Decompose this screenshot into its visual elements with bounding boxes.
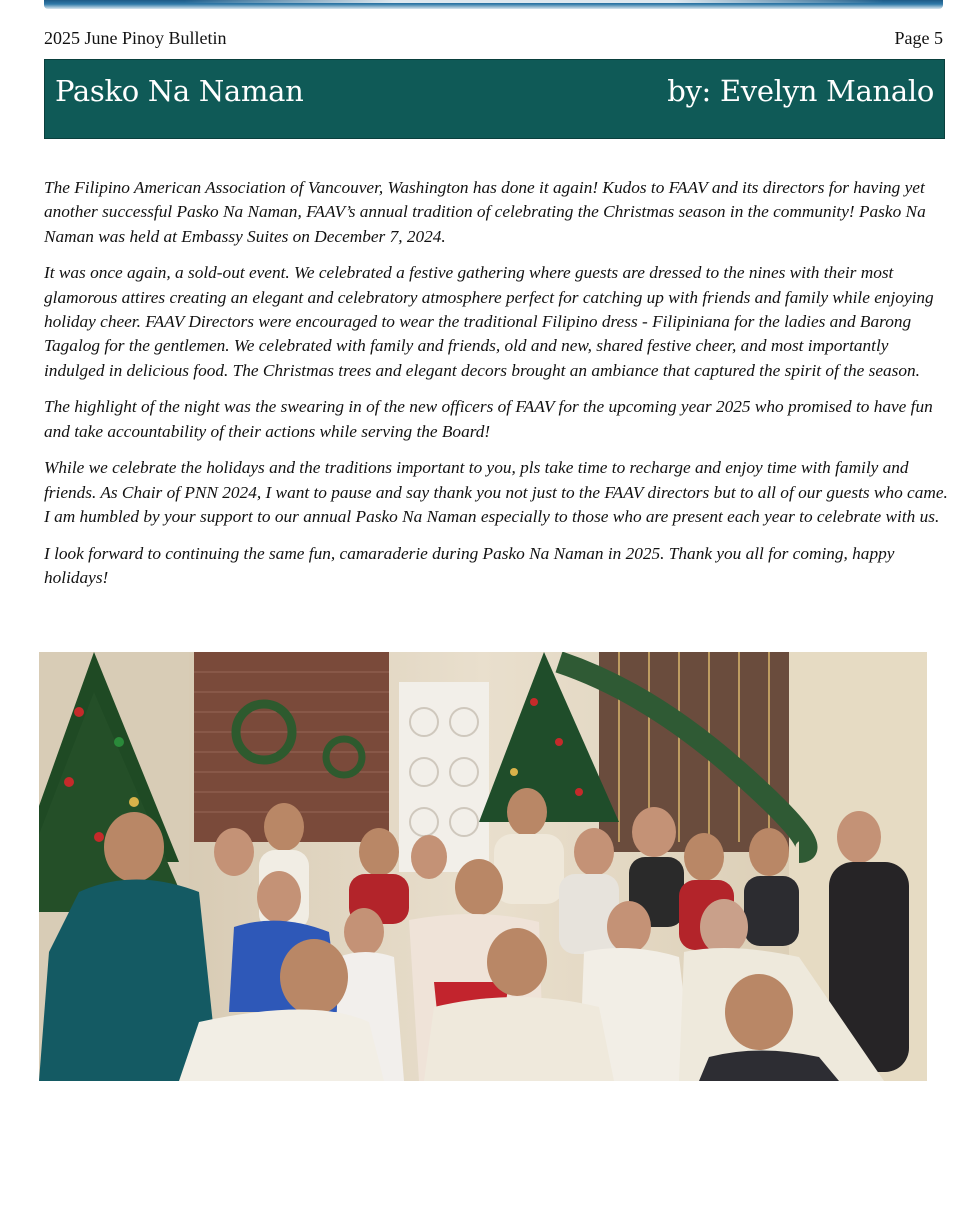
article-paragraph: The highlight of the night was the swearing in of the new officers of FAAV for the upcoming year 2025 who promised to have fun and take accountability of their actions while serving the Board! xyxy=(44,397,933,441)
article-title-bar xyxy=(44,59,945,139)
article-byline: by: Evelyn Manalo xyxy=(667,74,934,108)
article-paragraph: It was once again, a sold-out event. We celebrated a festive gathering where guests are dressed to the nines with their most glamorous attires creating an elegant and celebratory atmosphere perfect for catching up with friends and family while enjoying holiday cheer. FAAV Directors were encouraged to wear the traditional Filipino dress - Filipiniana for the ladies and Barong Tagalog for the gentlemen. We celebrated with family and friends, old and new, shared festive cheer, and most importantly indulged in delicious food. The Christmas trees and elegant decors brought an ambiance that captured the spirit of the season. xyxy=(44,263,934,380)
article-paragraph: While we celebrate the holidays and the traditions important to you, pls take time to recharge and enjoy time with family and friends. As Chair of PNN 2024, I want to pause and say thank you not just to the FAAV directors but to all of our guests who came. I am humbled by your support to our annual Pasko Na Naman especially to those who are present each year to celebrate with us. xyxy=(44,458,948,527)
article-paragraph: The Filipino American Association of Vancouver, Washington has done it again! Kudos to FAAV and its directors for having yet another successful Pasko Na Naman, FAAV’s annual tradition of celebrating the Christmas season in the community! Pasko Na Naman was held at Embassy Suites on December 7, 2024. xyxy=(44,178,926,246)
group-photo xyxy=(39,652,927,1081)
header-wave-decoration xyxy=(44,0,943,9)
page-number: Page 5 xyxy=(894,28,943,48)
bulletin-name: 2025 June Pinoy Bulletin xyxy=(44,28,227,48)
running-header xyxy=(44,28,943,48)
article-body xyxy=(44,176,950,603)
article-title: Pasko Na Naman xyxy=(55,74,304,108)
article-paragraph: I look forward to continuing the same fun, camaraderie during Pasko Na Naman in 2025. Thank you all for coming, happy holidays! xyxy=(44,543,895,588)
header-wave-shine xyxy=(184,0,884,3)
